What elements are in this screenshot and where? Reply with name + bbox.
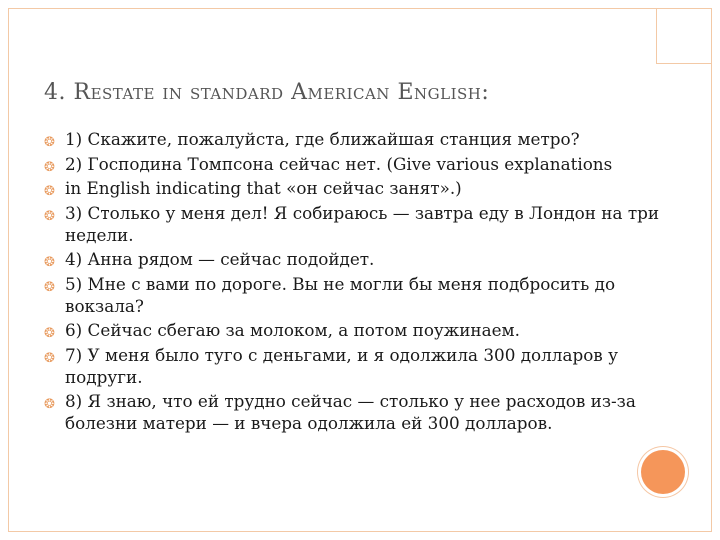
list-item [44,202,664,246]
list-item [44,390,664,434]
bullet-list [44,128,664,437]
list-item-text: 8) Я знаю, что ей трудно сейчас — столько у нее расходов из-за болезни матери — и вчера одолжила ей 300 долларов. [65,391,636,433]
list-item-text: 6) Сейчас сбегаю за молоком, а потом поужинаем. [65,320,520,340]
list-item [44,248,664,270]
bullet-icon: ❂ [44,255,55,270]
title-part-5: nglish [414,80,482,105]
list-item [44,128,664,150]
title-part-3: merican [307,80,390,105]
slide-title [44,80,489,105]
list-item-text: 4) Анна рядом — сейчас подойдет. [65,249,375,269]
list-item-text: 1) Скажите, пожалуйста, где ближайшая станция метро? [65,129,580,149]
bullet-icon: ❂ [44,350,55,366]
bullet-icon: ❂ [44,208,55,224]
bullet-icon: ❂ [44,184,55,199]
list-item-text: 5) Мне с вами по дороге. Вы не могли бы меня подбросить до вокзала? [65,273,616,316]
list-item [44,319,664,341]
bullet-icon: ❂ [44,397,55,412]
title-prefix: 4. R [44,80,91,105]
bullet-icon: ❂ [44,135,55,150]
list-item [44,153,664,175]
list-item-text: 7) У меня было туго с деньгами, и я одолжила 300 долларов у подруги. [65,344,618,387]
list-item-text: in English indicating that «он сейчас занят».) [65,178,462,198]
list-item-text: 2) Господина Томпсона сейчас нет. (Give various explanations [65,153,613,174]
bullet-icon: ❂ [44,326,55,341]
title-part-4: E [397,80,414,105]
bullet-icon: ❂ [44,279,55,295]
title-part-2: A [291,80,308,105]
list-item [44,177,664,199]
list-item [44,344,664,388]
list-item [44,273,664,317]
title-part-1: estate in standard [90,80,284,105]
decorative-circle [641,450,685,494]
corner-decoration [656,8,712,64]
title-suffix: : [481,80,490,105]
bullet-icon: ❂ [44,159,55,175]
list-item-text: 3) Столько у меня дел! Я собираюсь — завтра еду в Лондон на три недели. [65,202,660,245]
